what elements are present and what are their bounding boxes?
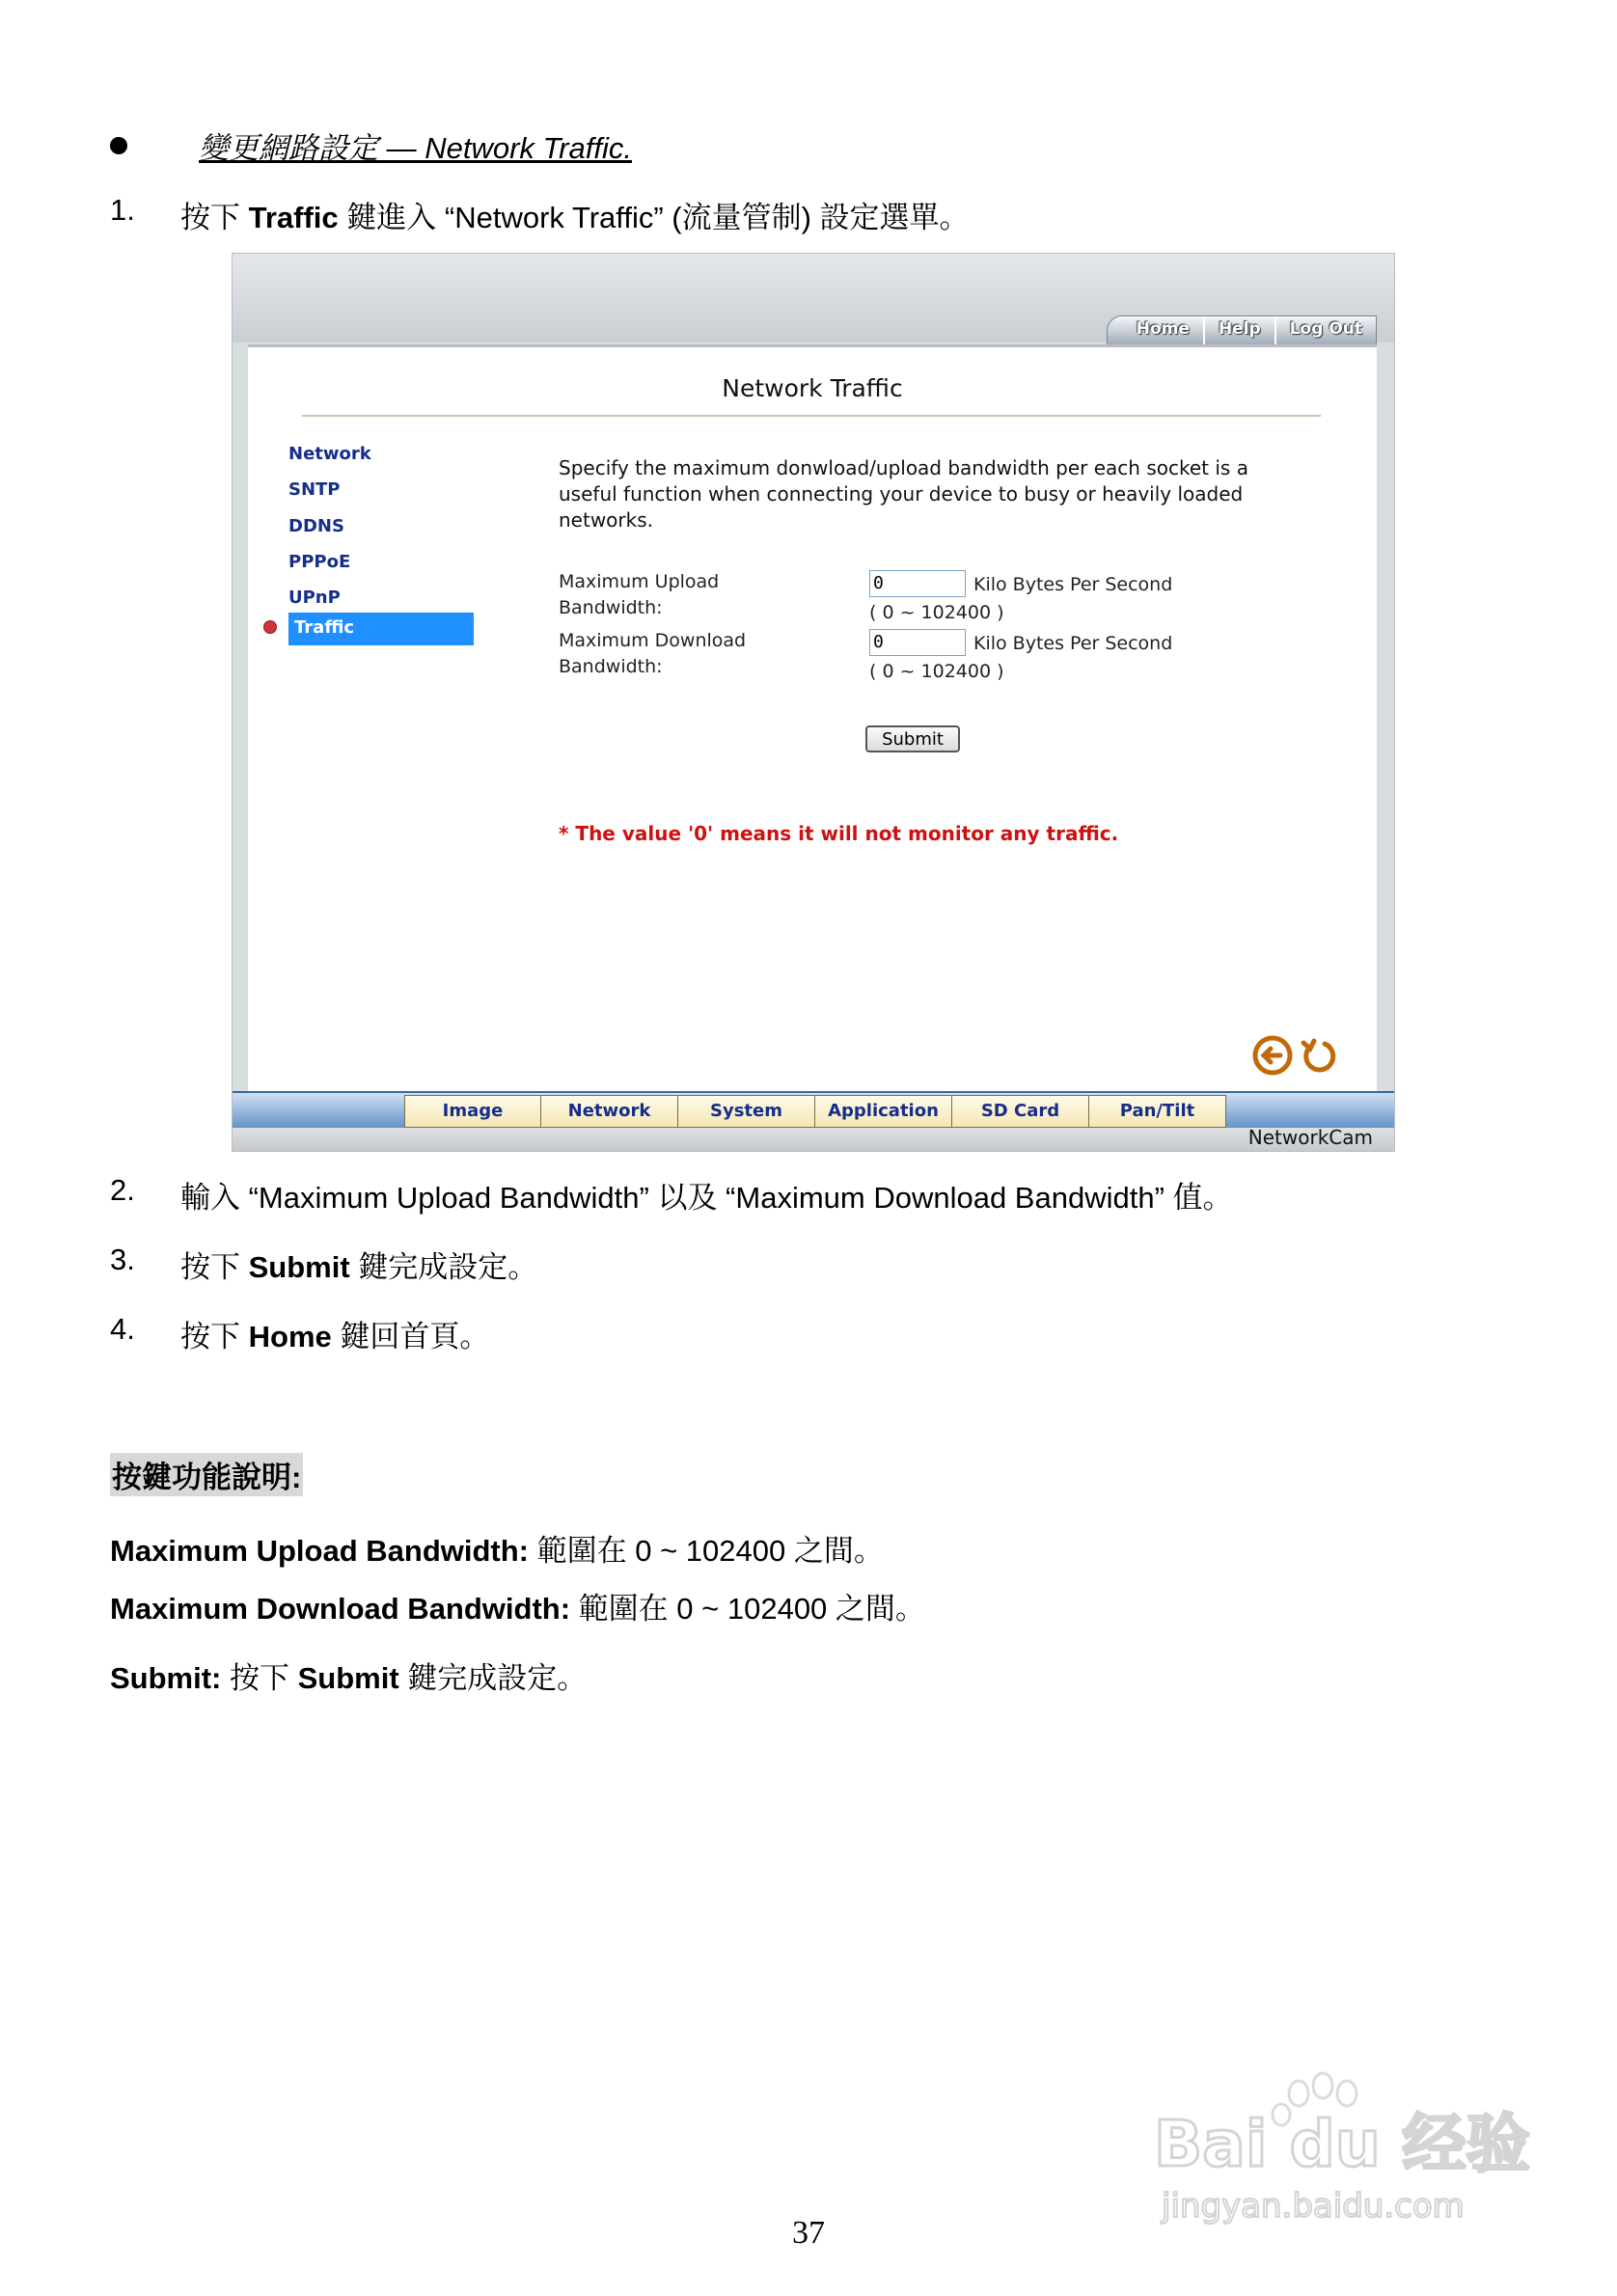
- download-label-line: Bandwidth:: [559, 656, 663, 677]
- download-range: ( 0 ~ 102400 ): [869, 661, 1004, 682]
- step-4: [110, 1312, 489, 1355]
- sidebar-item-ddns[interactable]: DDNS: [288, 516, 344, 536]
- sidebar-item-pppoe[interactable]: PPPoE: [288, 552, 351, 572]
- step-1: [110, 193, 970, 236]
- term: Submit: [297, 1661, 399, 1695]
- tab-system[interactable]: System: [678, 1095, 815, 1128]
- bottom-tabs: [404, 1095, 1226, 1128]
- help-button[interactable]: Help: [1203, 316, 1274, 345]
- upload-label: [559, 569, 790, 621]
- active-indicator-icon: [263, 620, 277, 634]
- step-post: 鍵回首頁。: [331, 1320, 490, 1353]
- step-bold: Submit: [248, 1250, 350, 1284]
- step-number: 2.: [110, 1173, 135, 1207]
- definition: 按下: [221, 1661, 298, 1695]
- logout-button[interactable]: Log Out: [1274, 316, 1376, 345]
- upload-explanation: [110, 1526, 884, 1570]
- tab-image[interactable]: Image: [404, 1095, 541, 1128]
- sidebar-item-upnp[interactable]: UPnP: [288, 588, 341, 608]
- download-unit: Kilo Bytes Per Second: [973, 633, 1173, 654]
- upload-unit: Kilo Bytes Per Second: [973, 574, 1173, 595]
- submit-button[interactable]: Submit: [865, 725, 960, 752]
- step-2: [110, 1173, 1233, 1216]
- watermark-url: jingyan.baidu.com: [1162, 2187, 1465, 2226]
- step-bold: Traffic: [248, 201, 339, 234]
- step-pre: 按下: [180, 201, 249, 234]
- step-post: 鍵進入 “Network Traffic” (流量管制) 設定選單。: [338, 201, 970, 234]
- step-text: [180, 193, 970, 236]
- definition: 鍵完成設定。: [398, 1661, 588, 1695]
- tab-application[interactable]: Application: [815, 1095, 952, 1128]
- download-explanation: [110, 1584, 925, 1627]
- tab-sd-card[interactable]: SD Card: [952, 1095, 1089, 1128]
- step-bold: Home: [248, 1320, 332, 1353]
- upload-label-line: Bandwidth:: [559, 597, 663, 618]
- home-button[interactable]: Home: [1136, 319, 1190, 339]
- title-divider: [302, 415, 1321, 417]
- sidebar-item-sntp[interactable]: SNTP: [288, 479, 341, 500]
- term: Maximum Upload Bandwidth:: [110, 1534, 529, 1568]
- step-pre: 按下: [180, 1250, 249, 1284]
- panel-title: Network Traffic: [722, 374, 903, 402]
- step-number: 4.: [110, 1312, 135, 1346]
- network-traffic-screenshot: [232, 253, 1395, 1152]
- step-post: 鍵完成設定。: [349, 1250, 538, 1284]
- step-number: 1.: [110, 193, 135, 227]
- step-text: 輸入 “Maximum Upload Bandwidth” 以及 “Maximum Download Bandwidth” 值。: [180, 1181, 1233, 1215]
- sidebar-item-network[interactable]: Network: [288, 444, 371, 464]
- top-nav: [1107, 315, 1377, 346]
- definition: 範圍在 0 ~ 102400 之間。: [529, 1534, 884, 1568]
- tab-pan-tilt[interactable]: Pan/Tilt: [1089, 1095, 1226, 1128]
- key-function-heading: 按鍵功能說明:: [110, 1453, 303, 1496]
- download-label-line: Maximum Download: [559, 630, 747, 651]
- screenshot-footer: [233, 1128, 1394, 1151]
- step-number: 3.: [110, 1243, 135, 1276]
- submit-explanation: [110, 1654, 587, 1697]
- download-label: [559, 628, 790, 680]
- step-pre: 按下: [180, 1320, 249, 1353]
- refresh-icon[interactable]: [1298, 1034, 1340, 1077]
- nav-icons: [1251, 1034, 1340, 1077]
- upload-range: ( 0 ~ 102400 ): [869, 602, 1004, 623]
- upload-input[interactable]: 0: [869, 570, 966, 597]
- page-number: 37: [792, 2215, 825, 2251]
- definition: 範圍在 0 ~ 102400 之間。: [570, 1592, 925, 1626]
- brand-label: NetworkCam: [1247, 1126, 1373, 1149]
- upload-label-line: Maximum Upload: [559, 571, 720, 592]
- sidebar-item-traffic[interactable]: Traffic: [288, 613, 474, 645]
- description: Specify the maximum donwload/upload bandwidth per each socket is a useful function when connecting your device to busy or heavily loaded networks.: [559, 456, 1248, 532]
- heading-text: 變更網路設定 — Network Traffic.: [199, 131, 632, 165]
- traffic-note: * The value '0' means it will not monitor any traffic.: [559, 822, 1119, 845]
- section-heading: [110, 123, 632, 167]
- step-text: [180, 1312, 489, 1355]
- bullet-icon: [110, 137, 127, 154]
- back-arrow-icon[interactable]: [1251, 1034, 1294, 1077]
- step-text: [180, 1243, 537, 1286]
- download-input[interactable]: 0: [869, 629, 966, 656]
- tab-network[interactable]: Network: [541, 1095, 678, 1128]
- term: Submit:: [110, 1661, 222, 1695]
- baidu-watermark-logo: [1154, 2064, 1540, 2228]
- watermark-brand: Bai du 经验: [1154, 2107, 1530, 2181]
- step-3: [110, 1243, 537, 1286]
- term: Maximum Download Bandwidth:: [110, 1592, 571, 1626]
- content-panel: [248, 344, 1377, 1094]
